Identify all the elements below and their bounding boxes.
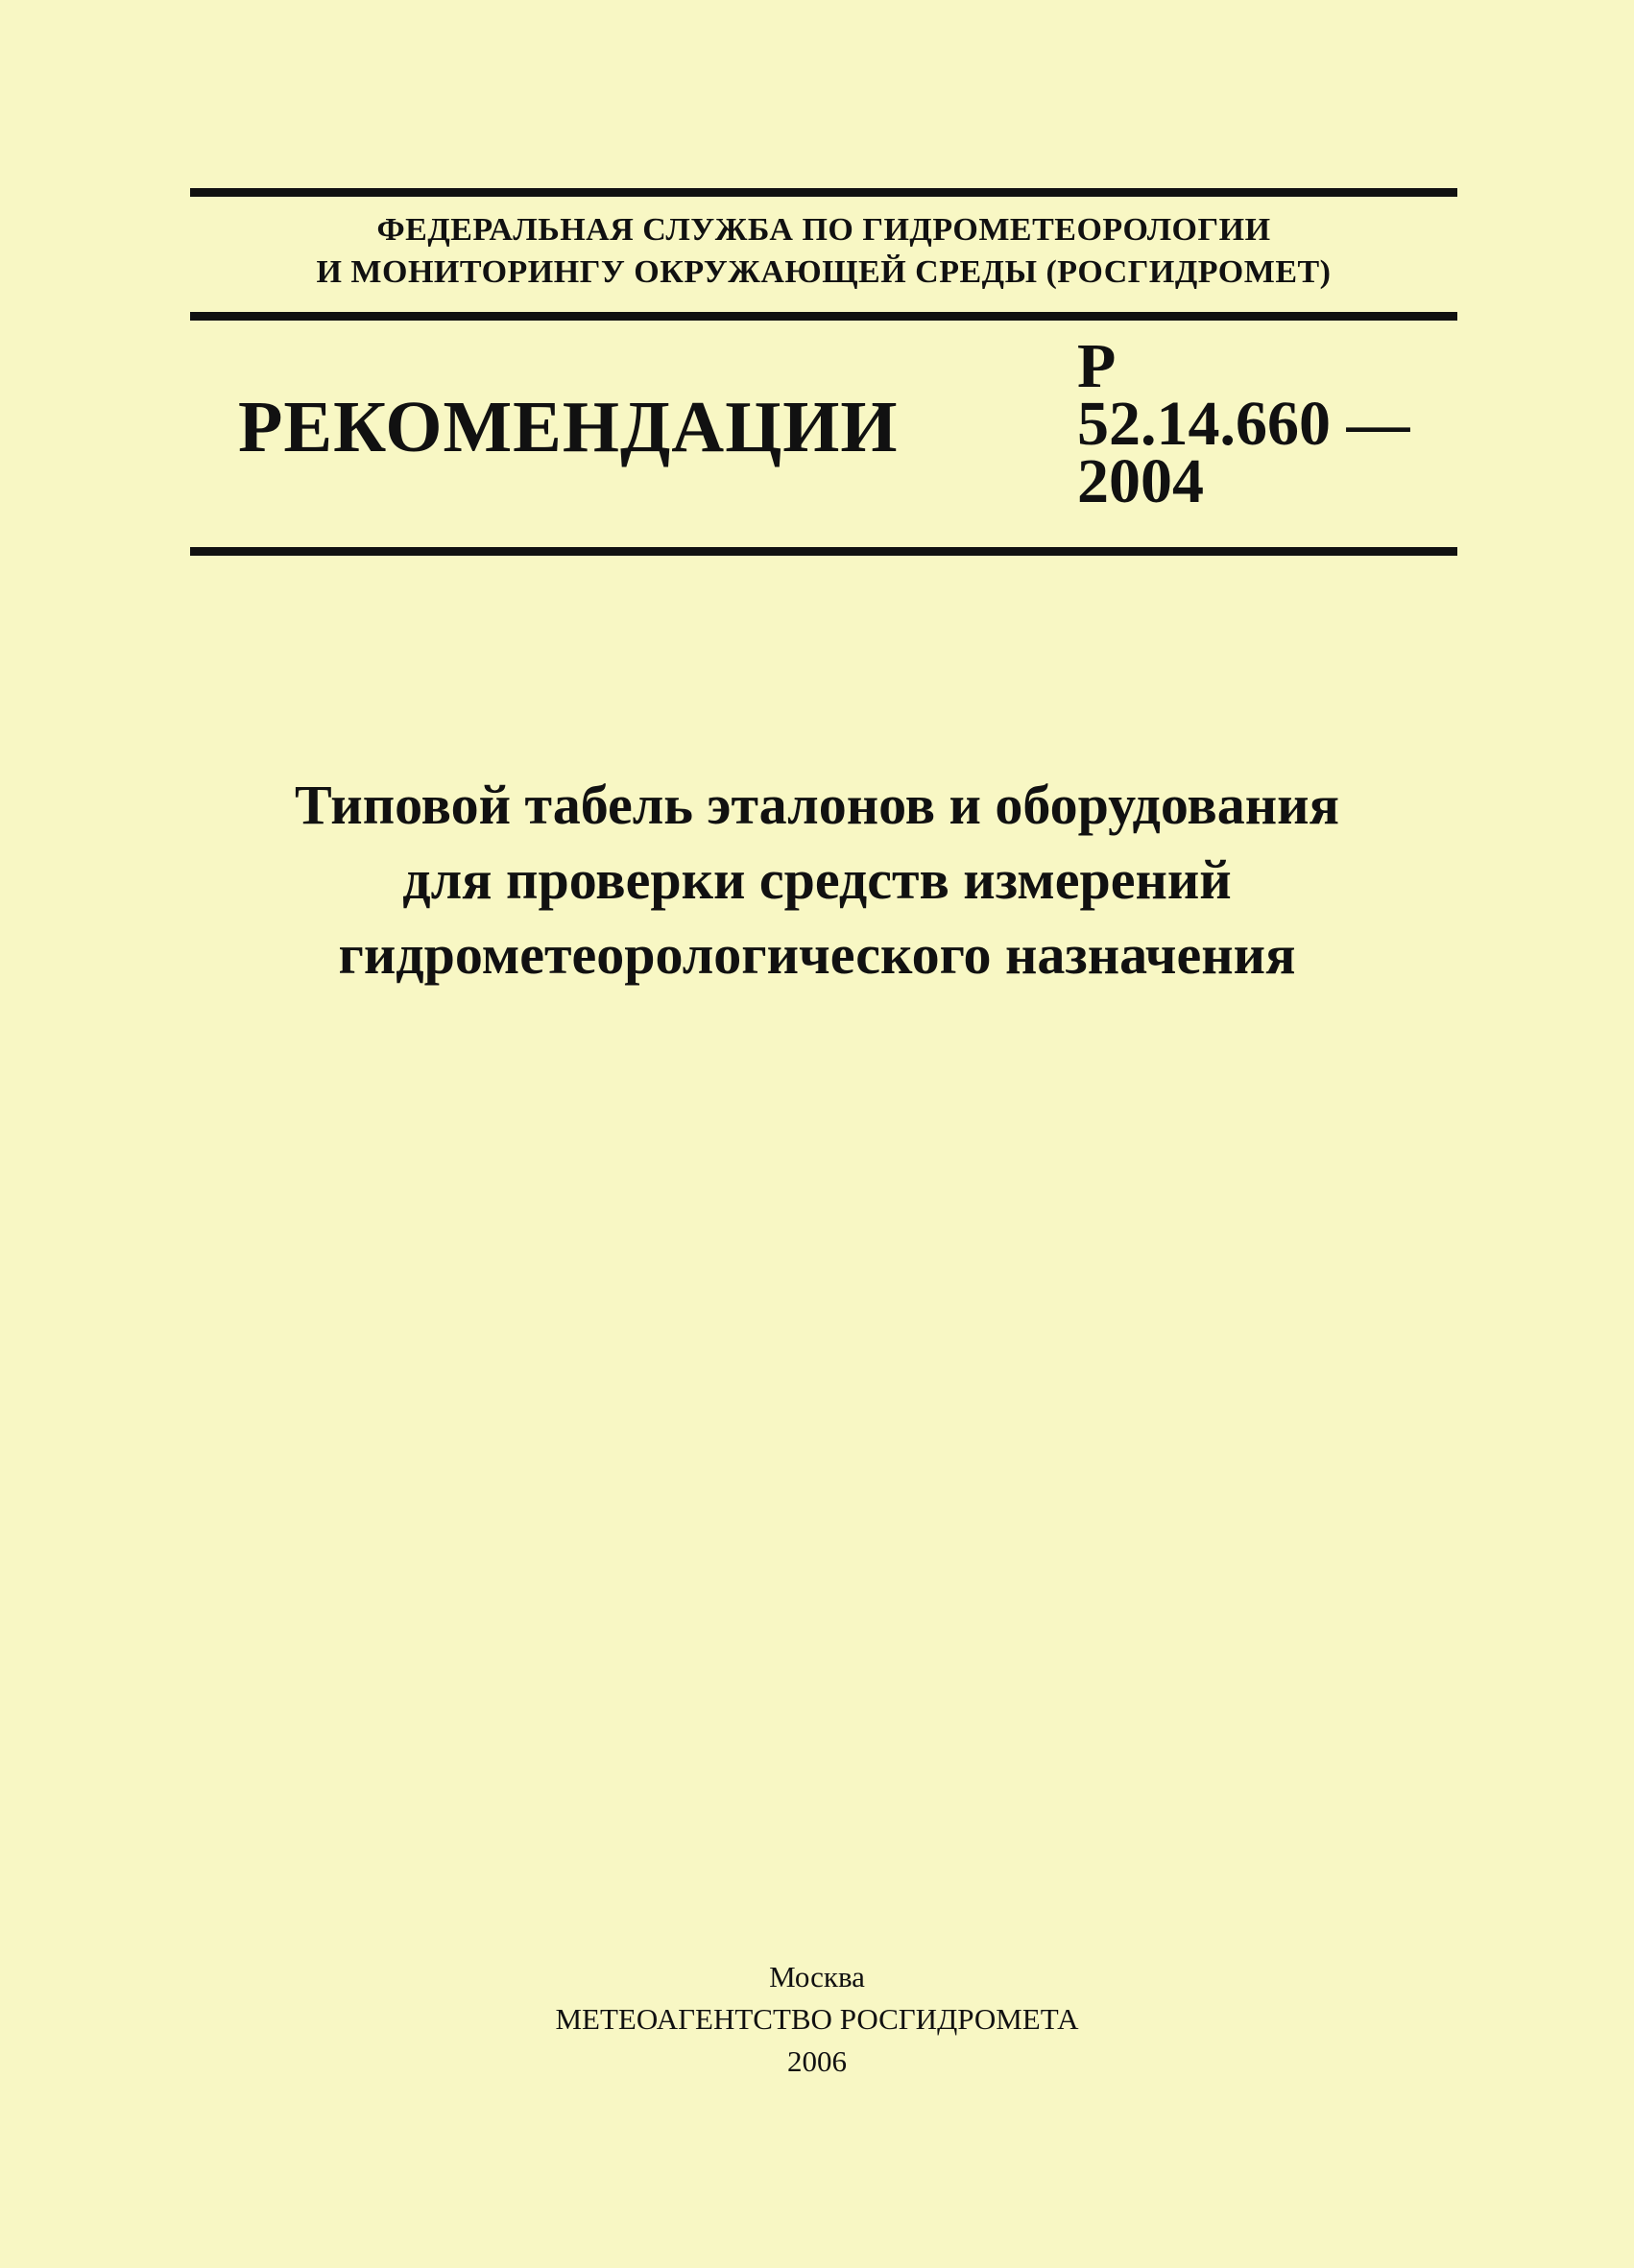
- imprint-publisher: МЕТЕОАГЕНТСТВО РОСГИДРОМЕТА: [555, 2002, 1079, 2036]
- title-line-2: для проверки средств измерений: [402, 848, 1232, 911]
- imprint: [384, 1956, 1250, 2083]
- document-type: РЕКОМЕНДАЦИИ: [238, 387, 899, 467]
- document-number-code: 52.14.660 —: [1077, 389, 1410, 459]
- title-line-3: гидрометеорологического назначения: [338, 923, 1296, 986]
- agency-header: [190, 209, 1457, 294]
- imprint-year: 2006: [787, 2044, 847, 2078]
- agency-line-2: И МОНИТОРИНГУ ОКРУЖАЮЩЕЙ СРЕДЫ (РОСГИДРОМЕТ): [316, 254, 1332, 290]
- document-number-year: 2004: [1077, 446, 1204, 516]
- document-number-prefix: Р: [1077, 331, 1117, 401]
- top-rule: [190, 188, 1457, 197]
- bottom-rule: [190, 547, 1457, 556]
- document-title: [96, 768, 1538, 992]
- document-number: [1077, 331, 1410, 516]
- middle-rule: [190, 312, 1457, 321]
- agency-line-1: ФЕДЕРАЛЬНАЯ СЛУЖБА ПО ГИДРОМЕТЕОРОЛОГИИ: [376, 212, 1271, 248]
- title-line-1: Типовой табель эталонов и оборудования: [295, 774, 1339, 836]
- imprint-city: Москва: [769, 1960, 865, 1993]
